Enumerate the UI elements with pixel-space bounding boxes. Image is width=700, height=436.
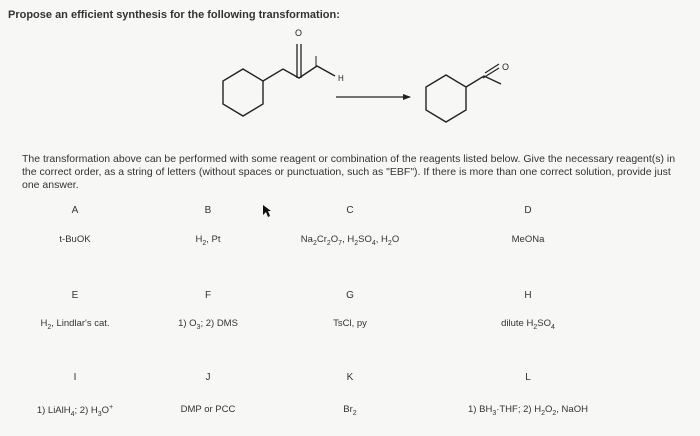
- aldehyde-hydrogen-label: H: [338, 74, 344, 83]
- reagent-letter-l: L: [525, 372, 531, 383]
- reagent-letter-d: D: [524, 205, 532, 216]
- reagent-letter-j: J: [205, 372, 211, 383]
- reagent-letter-i: I: [73, 372, 77, 383]
- starting-material-cyclohexane-ring: [223, 69, 263, 116]
- reagent-letter-a: A: [71, 205, 79, 216]
- reagent-letter-b: B: [204, 205, 212, 216]
- product-cyclohexane-ring: [426, 75, 466, 122]
- reagent-letter-h: H: [524, 290, 532, 301]
- reagent-letter-g: G: [346, 290, 354, 301]
- reagent-d: MeONa: [511, 234, 545, 245]
- reagent-f: 1) $O_3$; 2) DMS: [178, 318, 238, 331]
- reagent-l: 1) $BH_3\cdot THF$; 2) $H_2O_2$, NaOH: [468, 404, 588, 417]
- product-oxygen-label: O: [502, 62, 510, 72]
- reagent-c: $Na_2Cr_2O_7$, $H_2SO_4$, $H_2O$: [300, 234, 400, 247]
- reagent-b: $H_2$, Pt: [195, 234, 221, 247]
- mouse-cursor-icon: [262, 204, 272, 218]
- reagent-j: DMP or PCC: [180, 404, 236, 415]
- reagent-i: 1) LiAlH$_4$; 2) $H_3O^+$: [36, 404, 114, 419]
- reagent-a: t-BuOK: [59, 234, 91, 245]
- reagent-letter-k: K: [346, 372, 354, 383]
- starting-material-chain: [263, 66, 335, 81]
- reagent-h: dilute $H_2SO_4$: [501, 318, 555, 331]
- reagent-g: TsCl, py: [333, 318, 367, 329]
- question-description: The transformation above can be performed with some reagent or combination of the reagents listed below. Give the necessary reagent(s) in the correct order, as a string of letters (without spaces or punctuation, such as "EBF"). If there is more than one correct solution, provide just one answer.: [22, 153, 676, 191]
- reagent-e: $H_2$, Lindlar's cat.: [40, 318, 110, 331]
- ketone-oxygen-label: O: [295, 28, 303, 38]
- reagent-letter-e: E: [71, 290, 79, 301]
- reaction-scheme: [0, 0, 700, 150]
- question-title: Propose an efficient synthesis for the following transformation:: [8, 9, 340, 21]
- reagent-k: $Br_2$: [343, 404, 357, 417]
- reagent-letter-c: C: [346, 205, 354, 216]
- reagent-letter-f: F: [204, 290, 212, 301]
- reaction-arrowhead: [403, 94, 411, 100]
